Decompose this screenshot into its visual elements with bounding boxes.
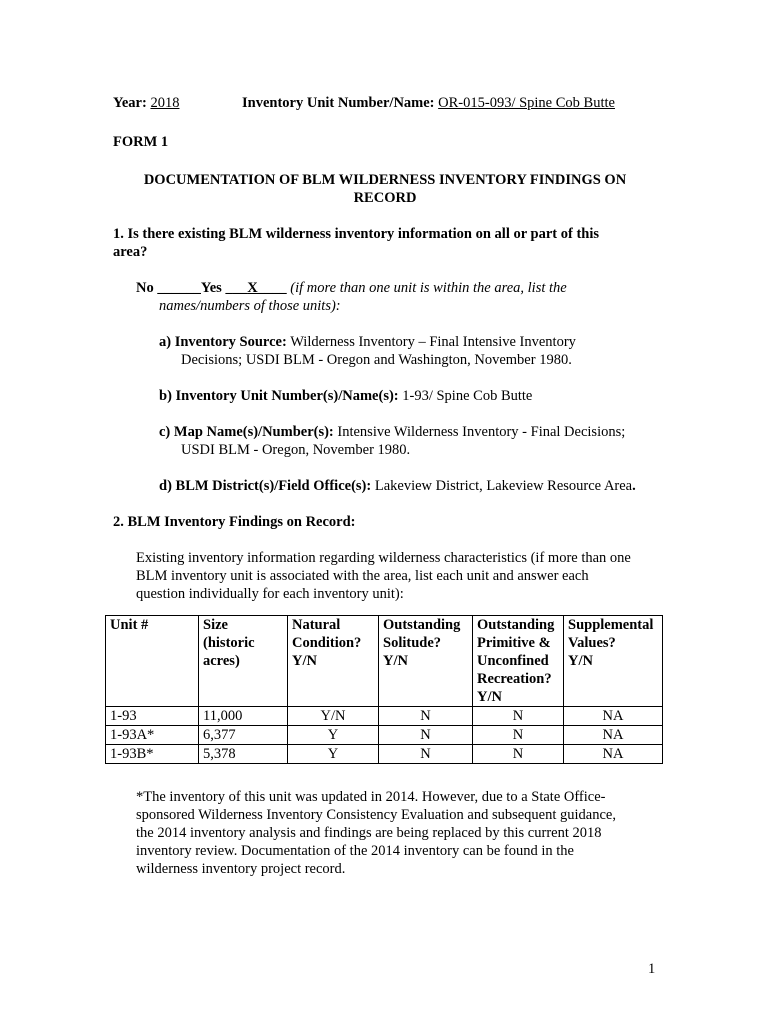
table-row [106, 707, 663, 726]
cell-natural: Y [288, 745, 379, 764]
year-label: Year: [113, 95, 147, 111]
header-primitive-recreation: Outstanding Primitive & Unconfined Recreation? Y/N [473, 616, 564, 707]
cell-solitude: N [379, 707, 473, 726]
question-2-intro-line3: question individually for each inventory unit): [136, 586, 404, 602]
cell-size: 6,377 [199, 726, 288, 745]
cell-solitude: N [379, 745, 473, 764]
header-natural-condition: Natural Condition? Y/N [288, 616, 379, 707]
map-names-label: c) Map Name(s)/Number(s): [159, 424, 334, 440]
table-row [106, 745, 663, 764]
inventory-source-label: a) Inventory Source: [159, 334, 287, 350]
cell-size: 5,378 [199, 745, 288, 764]
inventory-unit-numbers-label: b) Inventory Unit Number(s)/Name(s): [159, 388, 399, 404]
inventory-unit-numbers-text: 1-93/ Spine Cob Butte [402, 388, 533, 404]
footnote-line2: sponsored Wilderness Inventory Consistency Evaluation and subsequent guidance, [136, 807, 616, 823]
cell-size: 11,000 [199, 707, 288, 726]
cell-natural: Y [288, 726, 379, 745]
findings-table [105, 615, 663, 764]
cell-recreation: N [473, 726, 564, 745]
blm-district [159, 477, 636, 495]
year-value: 2018 [150, 95, 180, 111]
map-names-text1: Intensive Wilderness Inventory - Final Decisions; [337, 424, 626, 440]
page-number: 1 [648, 961, 656, 977]
inventory-unit-field [242, 94, 615, 112]
header-size: Size (historic acres) [199, 616, 288, 707]
question-1-line2: area? [113, 244, 148, 260]
form-label: FORM 1 [113, 134, 169, 150]
question-1-line1: 1. Is there existing BLM wilderness inventory information on all or part of this [113, 226, 600, 242]
no-label: No [136, 280, 154, 296]
header-unit: Unit # [106, 616, 199, 707]
cell-unit: 1-93 [106, 707, 199, 726]
units-note-line1: (if more than one unit is within the area, list the [290, 280, 567, 296]
cell-supplemental: NA [564, 726, 663, 745]
table-header-row [106, 616, 663, 707]
cell-natural: Y/N [288, 707, 379, 726]
question-2-intro-line2: BLM inventory unit is associated with the area, list each unit and answer each [136, 568, 589, 584]
yes-blank-pre: ___ [225, 280, 248, 296]
document-title-line2: RECORD [353, 190, 417, 206]
cell-supplemental: NA [564, 745, 663, 764]
inventory-source-text1: Wilderness Inventory – Final Intensive Inventory [290, 334, 576, 350]
header-supplemental-values: Supplemental Values? Y/N [564, 616, 663, 707]
footnote-line1: *The inventory of this unit was updated in 2014. However, due to a State Office- [136, 789, 606, 805]
cell-solitude: N [379, 726, 473, 745]
footnote-line4: inventory review. Documentation of the 2014 inventory can be found in the [136, 843, 574, 859]
cell-recreation: N [473, 745, 564, 764]
inventory-source [159, 333, 576, 351]
cell-supplemental: NA [564, 707, 663, 726]
inventory-unit-value: OR-015-093/ Spine Cob Butte [438, 95, 615, 111]
map-names-text2: USDI BLM - Oregon, November 1980. [181, 442, 411, 458]
no-blank: ______ [157, 280, 201, 296]
document-title-line1: DOCUMENTATION OF BLM WILDERNESS INVENTORY FINDINGS ON [143, 172, 627, 188]
question-2-title: 2. BLM Inventory Findings on Record: [113, 514, 356, 530]
table-row [106, 726, 663, 745]
cell-unit: 1-93B* [106, 745, 199, 764]
yes-no-answer [136, 279, 567, 297]
yes-blank-post: ____ [257, 280, 287, 296]
footnote-line5: wilderness inventory project record. [136, 861, 346, 877]
inventory-unit-numbers [159, 387, 532, 405]
blm-district-text: Lakeview District, Lakeview Resource Area [374, 478, 633, 494]
inventory-source-text2: Decisions; USDI BLM - Oregon and Washington, November 1980. [181, 352, 572, 368]
yes-mark: X [247, 280, 258, 296]
header-solitude: Outstanding Solitude? Y/N [379, 616, 473, 707]
units-note-line2: names/numbers of those units): [159, 298, 341, 314]
inventory-unit-label: Inventory Unit Number/Name: [242, 95, 435, 111]
year-field [113, 94, 179, 112]
yes-label: Yes [200, 280, 222, 296]
map-names [159, 423, 625, 441]
blm-district-period: . [632, 478, 636, 494]
cell-recreation: N [473, 707, 564, 726]
footnote-line3: the 2014 inventory analysis and findings are being replaced by this current 2018 [136, 825, 602, 841]
question-2-intro-line1: Existing inventory information regarding wilderness characteristics (if more than one [136, 550, 631, 566]
blm-district-label: d) BLM District(s)/Field Office(s): [159, 478, 372, 494]
cell-unit: 1-93A* [106, 726, 199, 745]
